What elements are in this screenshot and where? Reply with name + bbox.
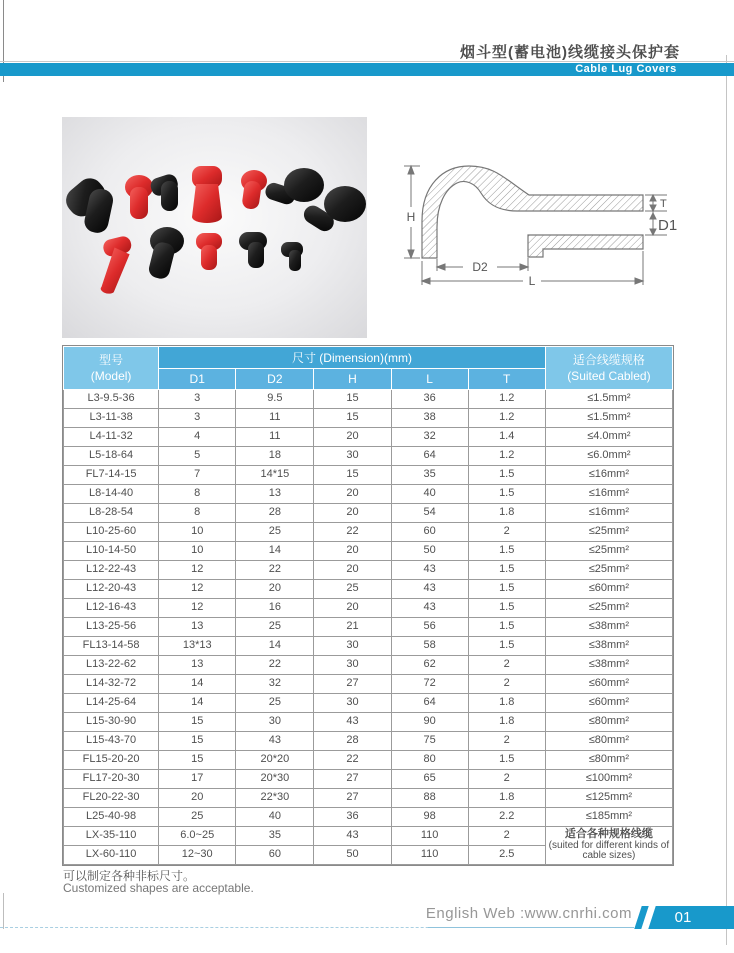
- dimension-cell: 10: [159, 523, 236, 542]
- dimension-cell: 13: [236, 485, 314, 504]
- table-row: [64, 637, 673, 656]
- table-row: [64, 390, 673, 409]
- suited-cell: ≤38mm²: [545, 637, 672, 656]
- suited-merged-cell: [545, 827, 672, 865]
- dimension-cell: 50: [391, 542, 468, 561]
- header-hairline: [0, 61, 734, 62]
- model-cell: LX-35-110: [64, 827, 159, 846]
- header-model-cn: 型号: [99, 352, 124, 367]
- diagram-lower-section: [528, 235, 643, 257]
- dimension-cell: 15: [159, 713, 236, 732]
- suited-cell: ≤60mm²: [545, 694, 672, 713]
- suited-cell: ≤80mm²: [545, 751, 672, 770]
- dimension-cell: 13*13: [159, 637, 236, 656]
- header-model-en: (Model): [90, 369, 132, 383]
- dimension-cell: 12: [159, 561, 236, 580]
- dimension-cell: 25: [236, 694, 314, 713]
- model-cell: L25-40-98: [64, 808, 159, 827]
- suited-cell: ≤60mm²: [545, 675, 672, 694]
- dimension-cell: 20: [159, 789, 236, 808]
- suited-merged-cn: 适合各种规格线缆: [564, 828, 653, 841]
- suited-cell: ≤38mm²: [545, 656, 672, 675]
- model-cell: L15-30-90: [64, 713, 159, 732]
- footer-underline: [428, 927, 634, 928]
- dimension-cell: 3: [159, 409, 236, 428]
- note-en: Customized shapes are acceptable.: [63, 881, 254, 895]
- dimension-cell: 20: [314, 542, 391, 561]
- dimension-cell: 1.5: [468, 637, 545, 656]
- model-cell: FL7-14-15: [64, 466, 159, 485]
- table-row: [64, 580, 673, 599]
- dimension-cell: 43: [314, 713, 391, 732]
- dimension-cell: 64: [391, 447, 468, 466]
- suited-cell: ≤100mm²: [545, 770, 672, 789]
- dimension-cell: 1.2: [468, 447, 545, 466]
- dimension-cell: 15: [159, 751, 236, 770]
- model-cell: L5-18-64: [64, 447, 159, 466]
- table-row: [64, 618, 673, 637]
- dimension-cell: 22*30: [236, 789, 314, 808]
- dimension-cell: 8: [159, 485, 236, 504]
- dimension-cell: 36: [391, 390, 468, 409]
- dimension-cell: 2.5: [468, 846, 545, 865]
- suited-cell: ≤16mm²: [545, 504, 672, 523]
- header-d1: D1: [159, 369, 236, 390]
- dimension-cell: 2: [468, 827, 545, 846]
- cover-red-straight-large: [192, 166, 222, 223]
- dimension-diagram: [395, 143, 695, 298]
- dimension-cell: 10: [159, 542, 236, 561]
- dimension-cell: 80: [391, 751, 468, 770]
- dimension-cell: 2: [468, 732, 545, 751]
- dimension-cell: 2: [468, 523, 545, 542]
- dimension-cell: 15: [314, 409, 391, 428]
- table-row: [64, 827, 673, 846]
- table-row: [64, 656, 673, 675]
- header-dimension: 尺寸 (Dimension)(mm): [159, 347, 546, 369]
- dimension-cell: 36: [314, 808, 391, 827]
- dimension-cell: 4: [159, 428, 236, 447]
- table-row: [64, 789, 673, 808]
- dimension-cell: 22: [236, 656, 314, 675]
- table-row: [64, 409, 673, 428]
- dimension-cell: 2: [468, 675, 545, 694]
- dimension-cell: 30: [236, 713, 314, 732]
- header-suited: [545, 347, 672, 390]
- table-row: [64, 466, 673, 485]
- dimension-cell: 16: [236, 599, 314, 618]
- dimension-cell: 2: [468, 770, 545, 789]
- page-title: 烟斗型(蓄电池)线缆接头保护套: [460, 44, 680, 61]
- dimension-cell: 1.5: [468, 618, 545, 637]
- dimension-cell: 6.0~25: [159, 827, 236, 846]
- dimension-cell: 1.5: [468, 466, 545, 485]
- dimension-cell: 75: [391, 732, 468, 751]
- dimension-cell: 20*30: [236, 770, 314, 789]
- dimension-cell: 35: [236, 827, 314, 846]
- spec-table-wrap: [62, 345, 674, 866]
- dimension-cell: 20: [314, 485, 391, 504]
- dimension-cell: 30: [314, 637, 391, 656]
- model-cell: FL17-20-30: [64, 770, 159, 789]
- dimension-cell: 15: [314, 390, 391, 409]
- table-row: [64, 675, 673, 694]
- model-cell: L3-9.5-36: [64, 390, 159, 409]
- suited-cell: ≤4.0mm²: [545, 428, 672, 447]
- header-suited-en: (Suited Cabled): [567, 369, 651, 383]
- model-cell: L12-20-43: [64, 580, 159, 599]
- cover-red-tapered: [100, 235, 133, 296]
- cover-black-elbow-3: [239, 232, 267, 268]
- dimension-cell: 25: [314, 580, 391, 599]
- note-cn: 可以制定各种非标尺寸。: [63, 869, 196, 883]
- model-cell: L13-22-62: [64, 656, 159, 675]
- dimension-cell: 32: [236, 675, 314, 694]
- model-cell: L14-25-64: [64, 694, 159, 713]
- dimension-cell: 88: [391, 789, 468, 808]
- dimension-cell: 12: [159, 580, 236, 599]
- dimension-cell: 8: [159, 504, 236, 523]
- dimension-cell: 62: [391, 656, 468, 675]
- dimension-cell: 14: [236, 542, 314, 561]
- dimension-cell: 43: [314, 827, 391, 846]
- dimension-cell: 90: [391, 713, 468, 732]
- dimension-cell: 40: [236, 808, 314, 827]
- model-cell: L15-43-70: [64, 732, 159, 751]
- diagram-label-d2: D2: [472, 260, 488, 274]
- header-model: [64, 347, 159, 390]
- model-cell: FL15-20-20: [64, 751, 159, 770]
- product-photo: [62, 117, 367, 338]
- dimension-cell: 72: [391, 675, 468, 694]
- dimension-cell: 3: [159, 390, 236, 409]
- dimension-cell: 13: [159, 618, 236, 637]
- spec-table: [63, 346, 673, 865]
- table-row: [64, 428, 673, 447]
- table-row: [64, 504, 673, 523]
- dimension-cell: 43: [391, 580, 468, 599]
- dimension-cell: 14*15: [236, 466, 314, 485]
- diagram-label-l: L: [528, 274, 536, 288]
- diagram-label-t: T: [660, 198, 667, 210]
- cover-black-elbow-small: [149, 172, 180, 211]
- suited-cell: ≤6.0mm²: [545, 447, 672, 466]
- header-banner-bar: [0, 63, 734, 76]
- dimension-cell: 15: [314, 466, 391, 485]
- dimension-cell: 30: [314, 656, 391, 675]
- suited-cell: ≤16mm²: [545, 466, 672, 485]
- dimension-cell: 30: [314, 694, 391, 713]
- dimension-cell: 30: [314, 447, 391, 466]
- dimension-cell: 43: [391, 561, 468, 580]
- table-row: [64, 770, 673, 789]
- model-cell: FL13-14-58: [64, 637, 159, 656]
- dimension-cell: 43: [236, 732, 314, 751]
- table-row: [64, 523, 673, 542]
- model-cell: L14-32-72: [64, 675, 159, 694]
- cover-red-cap-small: [241, 170, 267, 210]
- dimension-cell: 12: [159, 599, 236, 618]
- suited-merged-en: (suited for different kinds of cable sizes): [548, 839, 670, 862]
- page-number-badge: 01: [674, 909, 692, 926]
- product-photo-shapes: [62, 117, 367, 338]
- dimension-cell: 35: [391, 466, 468, 485]
- suited-cell: ≤25mm²: [545, 523, 672, 542]
- dimension-cell: 7: [159, 466, 236, 485]
- dimension-cell: 50: [314, 846, 391, 865]
- page-edge-line-right: [726, 55, 727, 945]
- table-row: [64, 732, 673, 751]
- dimension-cell: 11: [236, 409, 314, 428]
- dimension-cell: 22: [236, 561, 314, 580]
- dimension-cell: 1.8: [468, 694, 545, 713]
- dimension-cell: 20: [236, 580, 314, 599]
- dimension-cell: 1.8: [468, 504, 545, 523]
- dimension-cell: 25: [236, 618, 314, 637]
- dimension-cell: 60: [236, 846, 314, 865]
- dimension-cell: 27: [314, 770, 391, 789]
- dimension-cell: 1.2: [468, 390, 545, 409]
- banner-text: Cable Lug Covers: [575, 63, 677, 75]
- suited-cell: ≤16mm²: [545, 485, 672, 504]
- dimension-cell: 14: [159, 675, 236, 694]
- header-suited-cn: 适合线缆规格: [572, 352, 645, 367]
- dimension-cell: 25: [236, 523, 314, 542]
- dimension-cell: 54: [391, 504, 468, 523]
- dimension-cell: 32: [391, 428, 468, 447]
- dimension-cell: 15: [159, 732, 236, 751]
- dimension-cell: 18: [236, 447, 314, 466]
- dimension-cell: 56: [391, 618, 468, 637]
- dimension-cell: 1.8: [468, 713, 545, 732]
- table-body: [64, 390, 673, 865]
- model-cell: L13-25-56: [64, 618, 159, 637]
- table-row: [64, 561, 673, 580]
- page-edge-line-left-bottom: [3, 893, 4, 929]
- model-cell: L10-14-50: [64, 542, 159, 561]
- dimension-cell: 20: [314, 561, 391, 580]
- spec-table-head: [64, 347, 673, 390]
- model-cell: L8-14-40: [64, 485, 159, 504]
- suited-cell: ≤185mm²: [545, 808, 672, 827]
- suited-cell: ≤125mm²: [545, 789, 672, 808]
- dimension-cell: 43: [391, 599, 468, 618]
- dimension-cell: 22: [314, 751, 391, 770]
- dimension-cell: 28: [314, 732, 391, 751]
- dimension-cell: 1.5: [468, 542, 545, 561]
- suited-cell: ≤25mm²: [545, 599, 672, 618]
- header-t: T: [468, 369, 545, 390]
- dimension-cell: 38: [391, 409, 468, 428]
- dimension-cell: 13: [159, 656, 236, 675]
- suited-cell: ≤25mm²: [545, 542, 672, 561]
- model-cell: L10-25-60: [64, 523, 159, 542]
- dimension-cell: 1.5: [468, 561, 545, 580]
- suited-cell: ≤1.5mm²: [545, 409, 672, 428]
- model-cell: L8-28-54: [64, 504, 159, 523]
- dimension-cell: 1.4: [468, 428, 545, 447]
- dimension-cell: 21: [314, 618, 391, 637]
- table-row: [64, 694, 673, 713]
- dimension-cell: 20*20: [236, 751, 314, 770]
- footer-website: English Web :www.cnrhi.com: [425, 905, 632, 922]
- dimension-cell: 64: [391, 694, 468, 713]
- suited-cell: ≤25mm²: [545, 561, 672, 580]
- diagram-label-d1: D1: [658, 217, 678, 234]
- dimension-cell: 2.2: [468, 808, 545, 827]
- suited-cell: ≤80mm²: [545, 713, 672, 732]
- suited-cell: ≤60mm²: [545, 580, 672, 599]
- model-cell: L4-11-32: [64, 428, 159, 447]
- diagram-label-h: H: [406, 210, 416, 224]
- cover-black-elbow-tiny: [281, 242, 303, 271]
- dimension-cell: 1.2: [468, 409, 545, 428]
- table-row: [64, 808, 673, 827]
- cover-black-pipe: [263, 168, 324, 206]
- dimension-cell: 20: [314, 599, 391, 618]
- table-row: [64, 542, 673, 561]
- dimension-cell: 14: [159, 694, 236, 713]
- model-cell: L3-11-38: [64, 409, 159, 428]
- dimension-cell: 27: [314, 675, 391, 694]
- dimension-cell: 14: [236, 637, 314, 656]
- dimension-cell: 65: [391, 770, 468, 789]
- header-h: H: [314, 369, 391, 390]
- table-row: [64, 751, 673, 770]
- dimension-cell: 1.5: [468, 751, 545, 770]
- table-row: [64, 447, 673, 466]
- dimension-cell: 27: [314, 789, 391, 808]
- dimension-cell: 20: [314, 504, 391, 523]
- dimension-cell: 1.8: [468, 789, 545, 808]
- table-row: [64, 599, 673, 618]
- dimension-cell: 98: [391, 808, 468, 827]
- dimension-cell: 110: [391, 846, 468, 865]
- table-row: [64, 713, 673, 732]
- dimension-cell: 58: [391, 637, 468, 656]
- model-cell: FL20-22-30: [64, 789, 159, 808]
- header-d2: D2: [236, 369, 314, 390]
- dimension-cell: 22: [314, 523, 391, 542]
- dimension-cell: 1.5: [468, 485, 545, 504]
- dimension-cell: 1.5: [468, 599, 545, 618]
- header-l: L: [391, 369, 468, 390]
- cover-red-straight-small: [196, 233, 222, 270]
- cover-black-elbow-2: [147, 227, 184, 281]
- suited-cell: ≤1.5mm²: [545, 390, 672, 409]
- dimension-cell: 20: [314, 428, 391, 447]
- dimension-cell: 11: [236, 428, 314, 447]
- dimension-cell: 12~30: [159, 846, 236, 865]
- dimension-cell: 17: [159, 770, 236, 789]
- dimension-cell: 60: [391, 523, 468, 542]
- dimension-cell: 2: [468, 656, 545, 675]
- suited-cell: ≤80mm²: [545, 732, 672, 751]
- dimension-cell: 5: [159, 447, 236, 466]
- dimension-cell: 40: [391, 485, 468, 504]
- cover-black-elbow-large: [62, 173, 115, 235]
- dimension-cell: 25: [159, 808, 236, 827]
- model-cell: L12-16-43: [64, 599, 159, 618]
- model-cell: LX-60-110: [64, 846, 159, 865]
- dimension-cell: 110: [391, 827, 468, 846]
- dimension-cell: 1.5: [468, 580, 545, 599]
- footer-slash-accent: [634, 906, 648, 929]
- dimension-cell: 28: [236, 504, 314, 523]
- table-row: [64, 485, 673, 504]
- suited-cell: ≤38mm²: [545, 618, 672, 637]
- dimension-cell: 9.5: [236, 390, 314, 409]
- cover-red-cap: [125, 175, 153, 219]
- model-cell: L12-22-43: [64, 561, 159, 580]
